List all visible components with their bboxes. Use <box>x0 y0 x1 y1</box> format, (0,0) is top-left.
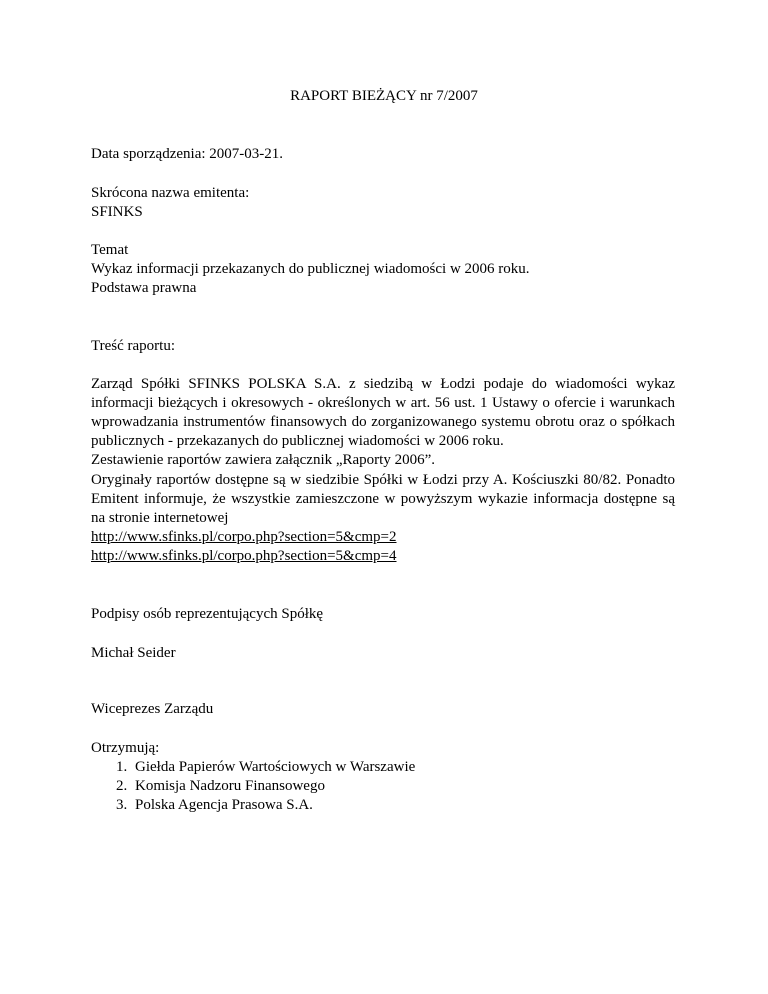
subject-section <box>91 241 675 279</box>
paragraph-main: Zarząd Spółki SFINKS POLSKA S.A. z siedzibą w Łodzi podaje do wiadomości wykaz informacji bieżących i okresowych - określonych w art. 56 ust. 1 Ustawy o ofercie i warunkach wprowadzania instrumentów finansowych do zorganizowanego systemu obrotu oraz o spółkach publicznych - przekazanych do publicznej wiadomości w 2006 roku. <box>91 376 675 449</box>
report-date: Data sporządzenia: 2007-03-21. <box>91 146 284 162</box>
subject-text: Wykaz informacji przekazanych do publicznej wiadomości w 2006 roku. <box>91 261 530 277</box>
subject-label: Temat <box>91 242 129 258</box>
report-title: RAPORT BIEŻĄCY nr 7/2007 <box>290 88 478 104</box>
signatures-label: Podpisy osób reprezentujących Spółkę <box>91 606 324 622</box>
recipient-item: 1. Giełda Papierów Wartościowych w Warszawie <box>131 758 675 777</box>
links-section <box>91 528 675 566</box>
paragraph-attachment-note: Zestawienie raportów zawiera załącznik „Raporty 2006”. <box>91 452 436 468</box>
content-label: Treść raportu: <box>91 338 176 354</box>
content-paragraph-2: Oryginały raportów dostępne są w siedzibie Spółki w Łodzi przy A. Kościuszki 80/82. Ponadto Emitent informuje, że wszystkie zamieszczone w powyższym wykazie informacja dostępne są na stronie internetowej <box>91 472 675 526</box>
recipient-item: 2. Komisja Nadzoru Finansowego <box>131 777 675 796</box>
recipient-item: 3. Polska Agencja Prasowa S.A. <box>131 796 675 815</box>
report-link-1[interactable]: http://www.sfinks.pl/corpo.php?section=5&cmp=2 <box>91 529 397 545</box>
recipients-label: Otrzymują: <box>91 740 160 756</box>
issuer-name: SFINKS <box>91 204 143 220</box>
recipients-list <box>91 758 675 815</box>
content-paragraph-1 <box>91 375 675 470</box>
issuer-section <box>91 184 675 222</box>
legal-basis-label: Podstawa prawna <box>91 280 197 296</box>
report-link-2[interactable]: http://www.sfinks.pl/corpo.php?section=5&cmp=4 <box>91 548 397 564</box>
signer-name: Michał Seider <box>91 645 176 661</box>
issuer-label: Skrócona nazwa emitenta: <box>91 185 250 201</box>
recipients-section <box>91 739 675 815</box>
signer-role: Wiceprezes Zarządu <box>91 701 214 717</box>
